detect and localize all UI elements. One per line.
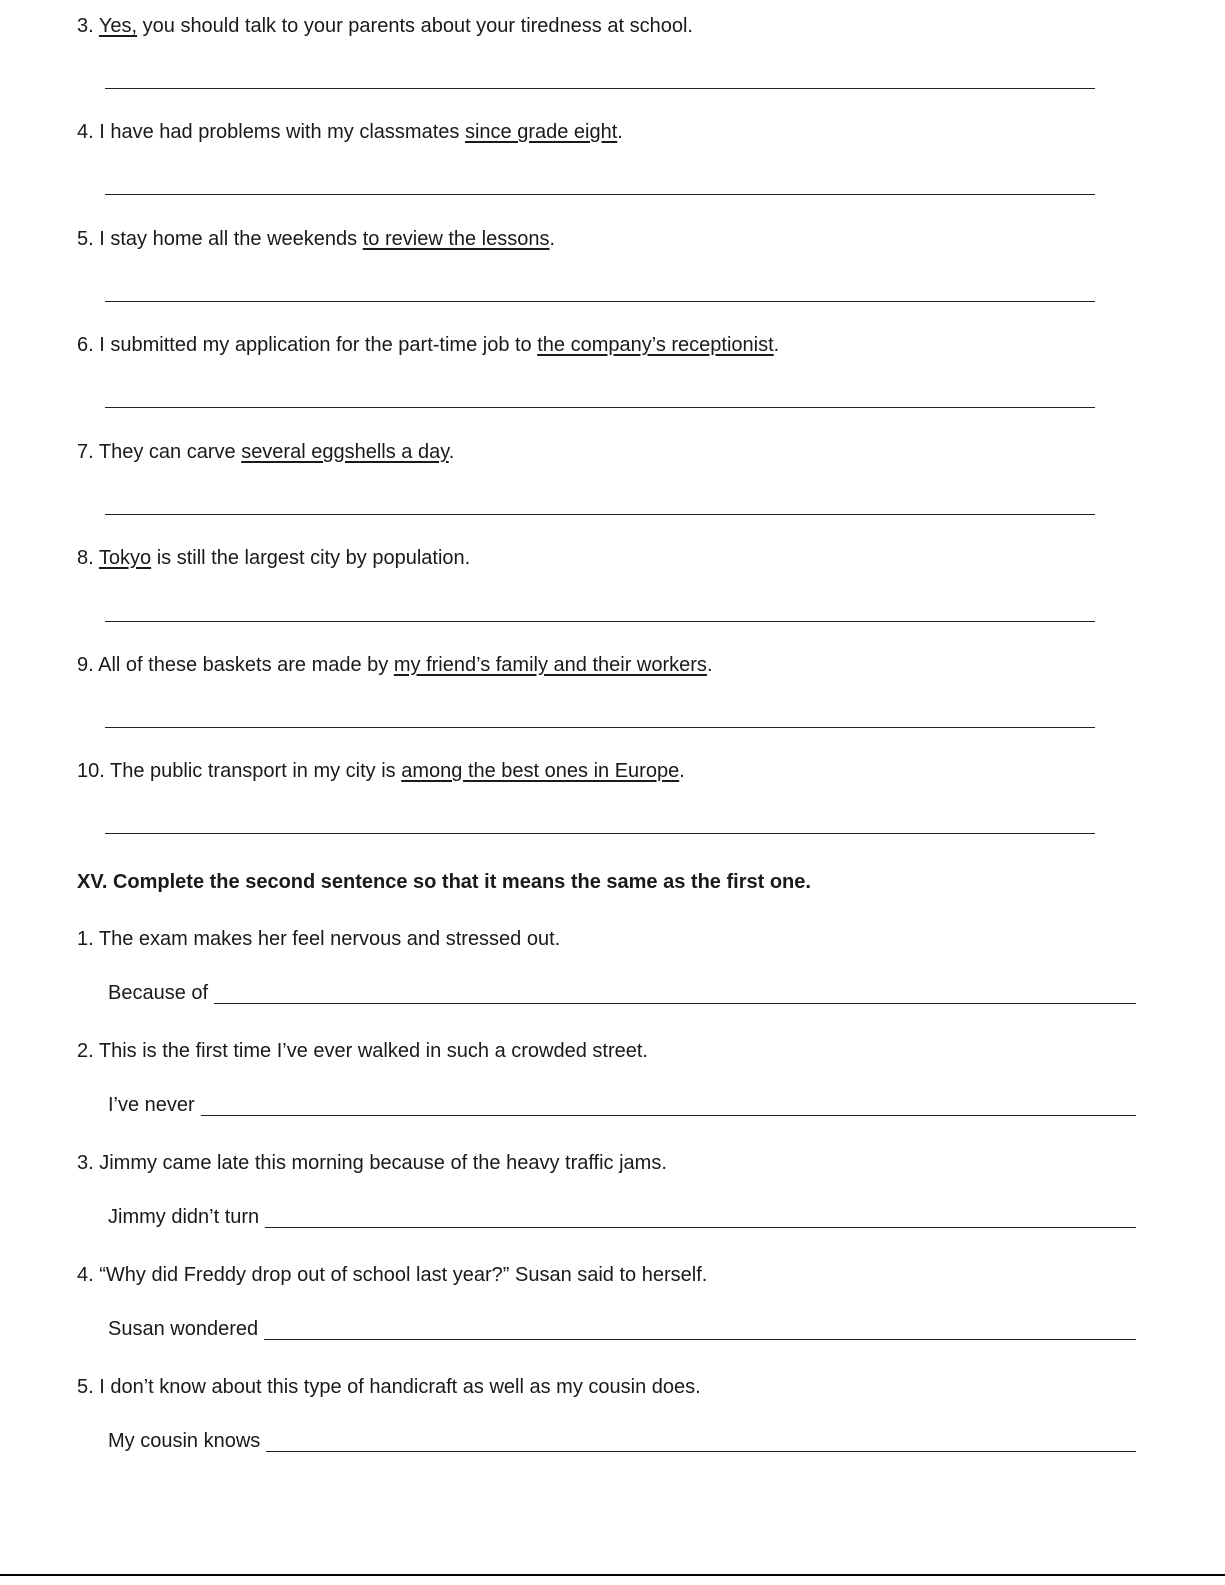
item-number: 3. [77, 15, 94, 37]
item-text-pre: They can carve [98, 441, 242, 463]
item-text-post: . [448, 441, 455, 463]
question-item-4 [77, 119, 623, 145]
rewrite-sentence-1: 1. The exam makes her feel nervous and stressed out. [77, 928, 561, 950]
item-number: 4. [77, 121, 94, 143]
item-text-post: is still the largest city by population. [151, 547, 471, 569]
item-number: 9. [77, 654, 94, 676]
item-text-post: . [706, 654, 713, 676]
rewrite-sentence-4: 4. “Why did Freddy drop out of school last year?” Susan said to herself. [77, 1264, 708, 1286]
question-item-10 [77, 758, 685, 784]
item-text-post: you should talk to your parents about your tiredness at school. [137, 15, 693, 37]
item-number: 6. [77, 334, 94, 356]
rewrite-answer-row-1 [108, 980, 1136, 1006]
rewrite-answer-row-5 [108, 1428, 1136, 1454]
item-number: 8. [77, 547, 94, 569]
answer-blank[interactable] [201, 1114, 1136, 1116]
rewrite-stem: Jimmy didn’t turn [108, 1206, 260, 1228]
item-text-pre: I stay home all the weekends [99, 228, 363, 250]
item-text-pre: I have had problems with my classmates [99, 121, 465, 143]
rewrite-answer-row-3 [108, 1204, 1136, 1230]
item-underlined: Yes, [98, 15, 138, 37]
answer-blank[interactable] [264, 1338, 1136, 1340]
question-item-6 [77, 332, 779, 358]
answer-line[interactable] [105, 407, 1095, 408]
rewrite-stem: Susan wondered [108, 1318, 259, 1340]
rewrite-sentence-2: 2. This is the first time I’ve ever walked in such a crowded street. [77, 1040, 648, 1062]
item-text-pre: The public transport in my city is [110, 760, 402, 782]
section-heading: XV. Complete the second sentence so that it means the same as the first one. [77, 871, 811, 893]
page-bottom-border [0, 1574, 1225, 1576]
item-underlined: Tokyo [98, 547, 152, 569]
item-text-post: . [679, 760, 685, 782]
rewrite-answer-row-2 [108, 1092, 1136, 1118]
item-underlined: my friend’s family and their workers [393, 654, 707, 676]
question-item-9 [77, 652, 713, 678]
item-text-post: . [617, 121, 623, 143]
rewrite-stem: Because of [108, 982, 209, 1004]
rewrite-stem: My cousin knows [108, 1430, 261, 1452]
item-underlined: since grade eight [464, 121, 618, 143]
rewrite-answer-row-4 [108, 1316, 1136, 1342]
question-item-8 [77, 545, 470, 571]
rewrite-sentence-3: 3. Jimmy came late this morning because of the heavy traffic jams. [77, 1152, 667, 1174]
rewrite-sentence-5: 5. I don’t know about this type of handicraft as well as my cousin does. [77, 1376, 701, 1398]
rewrite-stem: I’ve never [108, 1094, 195, 1116]
answer-blank[interactable] [214, 1002, 1136, 1004]
item-number: 7. [77, 441, 94, 463]
item-text-post: . [549, 228, 556, 250]
answer-line[interactable] [105, 194, 1095, 195]
item-number: 10. [77, 760, 105, 782]
answer-line[interactable] [105, 88, 1095, 89]
item-underlined: the company’s receptionist [537, 334, 774, 356]
answer-blank[interactable] [265, 1226, 1136, 1228]
answer-line[interactable] [105, 301, 1095, 302]
item-text-pre: All of these baskets are made by [98, 654, 394, 676]
item-underlined: among the best ones in Europe [401, 760, 680, 782]
answer-line[interactable] [105, 514, 1095, 515]
question-item-7 [77, 439, 454, 465]
item-underlined: to review the lessons [362, 228, 550, 250]
item-text-pre: I submitted my application for the part-time job to [99, 334, 538, 356]
item-underlined: several eggshells a day [241, 441, 449, 463]
question-item-5 [77, 226, 555, 252]
question-item-3 [77, 13, 693, 39]
item-number: 5. [77, 228, 94, 250]
item-text-post: . [773, 334, 780, 356]
answer-line[interactable] [105, 833, 1095, 834]
answer-blank[interactable] [266, 1450, 1136, 1452]
answer-line[interactable] [105, 621, 1095, 622]
answer-line[interactable] [105, 727, 1095, 728]
